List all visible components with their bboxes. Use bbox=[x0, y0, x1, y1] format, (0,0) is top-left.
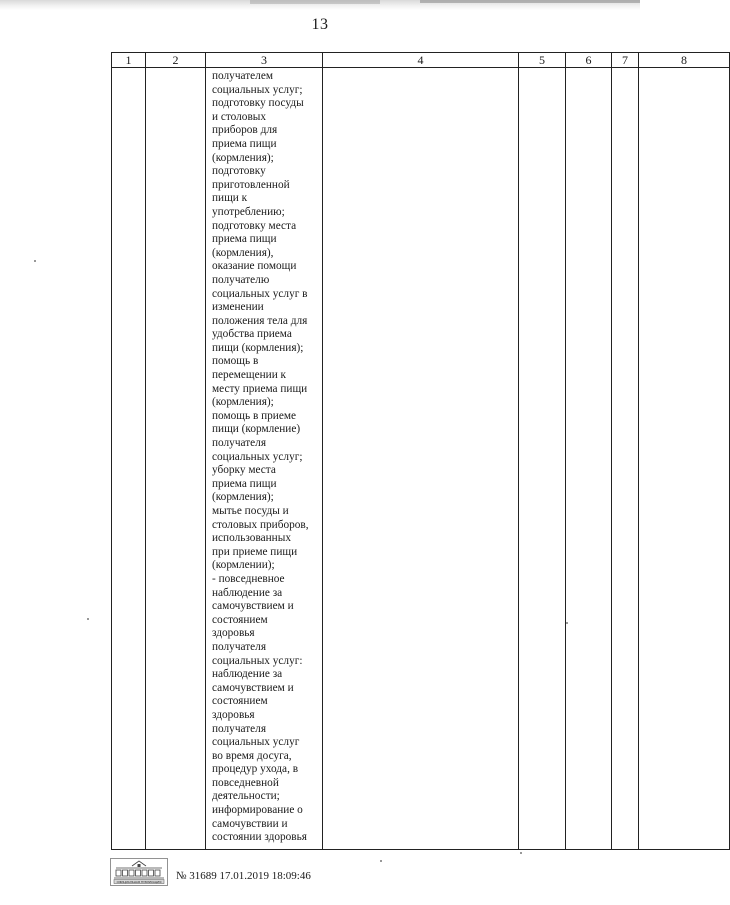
scan-speck bbox=[34, 260, 36, 262]
header-cell-2: 2 bbox=[146, 53, 206, 68]
official-publication-stamp-icon bbox=[110, 858, 168, 886]
registration-number: № 31689 17.01.2019 18:09:46 bbox=[176, 870, 311, 882]
header-cell-6: 6 bbox=[566, 53, 612, 68]
svg-text:ОФИЦИАЛЬНАЯ ПУБЛИКАЦИЯ: ОФИЦИАЛЬНАЯ ПУБЛИКАЦИЯ bbox=[116, 879, 162, 884]
table-cell-4 bbox=[323, 68, 519, 850]
table-cell-1 bbox=[112, 68, 146, 850]
table-row bbox=[112, 68, 730, 850]
header-cell-7: 7 bbox=[612, 53, 639, 68]
table-cell-8 bbox=[639, 68, 730, 850]
header-cell-1: 1 bbox=[112, 53, 146, 68]
scan-speck bbox=[87, 618, 89, 620]
scan-speck bbox=[520, 852, 522, 854]
service-description: получателем социальных услуг; подготовку посуды и столовых приборов для приема пищи (кормления); подготовку приготовленной пищи к употреблению; подготовку места приема пищи (кормления), оказание помощи получателю социальных услуг в изменении положения тела для удобства приема пищи (кормления); помощь в перемещении к месту приема пищи (кормления); помощь в приеме пищи (кормление) получателя социальных услуг; уборку места приема пищи (кормления); мытье посуды и столовых приборов, использованных при приеме пищи (кормлении); - повседневное наблюдение за самочувствием и состоянием здоровья получателя социальных услуг: наблюдение за самочувствием и состоянием здоровья получателя социальных услуг во время досуга, процедур ухода, в повседневной деятельности; информирование о самочувствии и состоянии здоровья bbox=[212, 70, 309, 844]
table-cell-5 bbox=[519, 68, 566, 850]
header-cell-8: 8 bbox=[639, 53, 730, 68]
header-cell-4: 4 bbox=[323, 53, 519, 68]
scan-edge-mark bbox=[420, 0, 640, 3]
table-cell-7 bbox=[612, 68, 639, 850]
table-cell-3 bbox=[206, 68, 323, 850]
table-cell-2 bbox=[146, 68, 206, 850]
table-cell-6 bbox=[566, 68, 612, 850]
page-number: 13 bbox=[311, 16, 329, 33]
services-table bbox=[111, 52, 730, 850]
header-cell-5: 5 bbox=[519, 53, 566, 68]
scan-edge-mark bbox=[250, 0, 380, 4]
header-cell-3: 3 bbox=[206, 53, 323, 68]
registration-footer bbox=[110, 858, 510, 888]
header-row bbox=[112, 53, 730, 68]
scan-speck bbox=[566, 622, 568, 624]
